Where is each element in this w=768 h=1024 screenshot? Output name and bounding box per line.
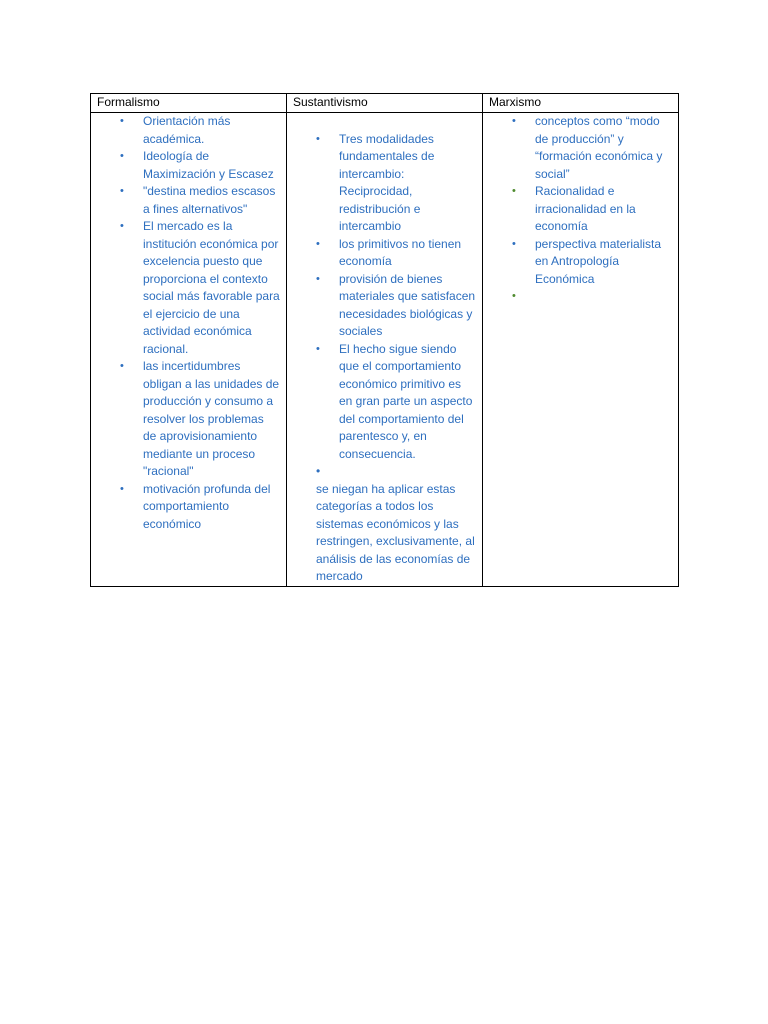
cell-formalismo [91,113,287,587]
empty-bullet-line [287,463,476,481]
header-row [91,94,679,113]
item-text: Orientación más académica. [143,114,231,146]
list-item [483,183,672,236]
list-item [287,236,476,271]
bullet-icon: • [316,237,320,250]
list-item [483,113,672,183]
list-item [91,218,280,358]
bullet-icon: • [512,115,516,127]
item-text: los primitivos no tienen economía [339,236,462,268]
formalismo-list [91,113,280,533]
item-text: "destina medios escasos a fines alternativos" [143,184,276,216]
bullet-icon: • [120,482,124,495]
list-item [91,183,280,218]
item-text: El hecho sigue siendo que el comportamiento económico primitivo es en gran parte un aspecto del comportamiento del parentesco y, en consecuencia. [339,341,473,461]
trailing-paragraph: se niegan ha aplicar estas categorías a todos los sistemas económicos y las restringen, exclusivamente, al análisis de las economías de mercado [316,481,475,583]
cell-sustantivismo [287,113,483,587]
content-row [91,113,679,587]
bullet-icon: • [512,185,516,197]
cell-marxismo [483,113,679,587]
list-item [91,113,280,148]
bullet-icon: • [120,360,124,372]
item-text: Ideología de Maximización y Escasez [143,149,274,181]
item-text: conceptos como “modo de producción” y “formación económica y social” [535,114,663,181]
list-item [287,131,476,236]
item-text: perspectiva materialista en Antropología Económica [535,236,662,286]
item-text: motivación profunda del comportamiento económico [143,481,271,531]
header-sustantivismo: Sustantivismo [287,94,483,113]
item-text: El mercado es la institución económica por excelencia puesto que proporciona el contexto social más favorable para el ejercicio de una actividad económica racional. [143,219,280,356]
marxismo-list [483,113,672,306]
bullet-icon: • [512,237,516,250]
item-text: provisión de bienes materiales que satisfacen necesidades biológicas y sociales [339,271,476,338]
list-item [287,341,476,464]
bullet-icon: • [316,464,321,478]
comparison-table [90,93,679,587]
sustantivismo-list [287,131,476,464]
list-item [91,481,280,534]
bullet-icon: • [120,150,124,162]
item-text: Tres modalidades fundamentales de intercambio: Reciprocidad, redistribución e intercambio [339,131,435,233]
bullet-icon: • [120,220,124,232]
header-marxismo: Marxismo [483,94,679,113]
bullet-icon: • [316,342,320,355]
blank-line [287,113,476,131]
list-item [287,271,476,341]
list-item [91,148,280,183]
header-formalismo: Formalismo [91,94,287,113]
item-text: Racionalidad e irracionalidad en la economía [535,184,636,233]
bullet-icon: • [316,132,320,145]
list-item [483,236,672,289]
item-text [535,289,538,303]
bullet-icon: • [316,272,320,285]
bullet-icon: • [512,290,516,302]
list-item [483,288,672,306]
list-item [91,358,280,481]
item-text: las incertidumbres obligan a las unidades de producción y consumo a resolver los problemas de aprovisionamiento mediante un proceso "racional" [143,359,280,478]
bullet-icon: • [120,115,124,127]
bullet-icon: • [120,185,124,197]
